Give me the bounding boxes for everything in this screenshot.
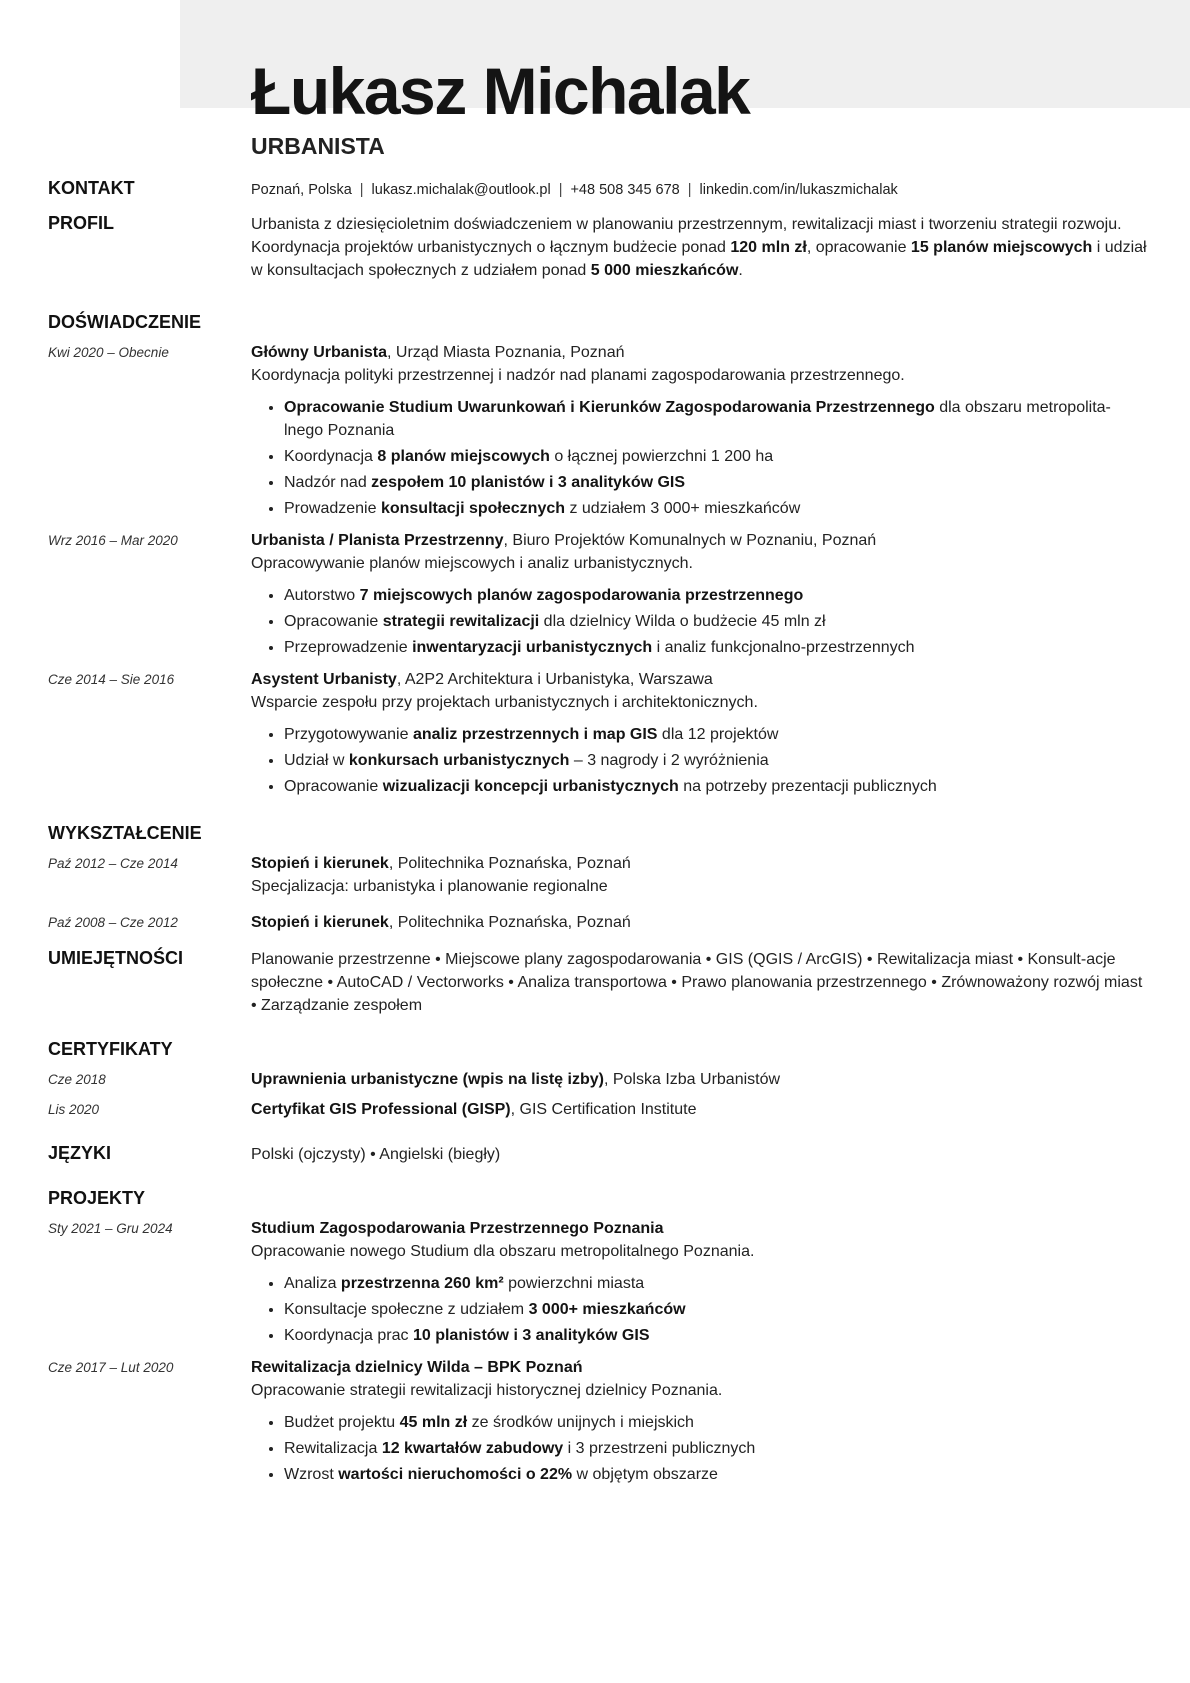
profile-highlight: 120 mln zł xyxy=(730,239,807,256)
project-bullets xyxy=(251,1411,1148,1486)
contact-email[interactable]: lukasz.michalak@outlook.pl xyxy=(371,182,551,198)
entry-title: Stopień i kierunek xyxy=(251,914,389,931)
experience-entry xyxy=(48,668,1148,801)
education-section xyxy=(48,823,1148,934)
bullet-item: • Opracowanie Studium Uwarunkowań i Kierunków Zagospodarowania Przestrzennego dla obszaru metropolita-lnego Poznania xyxy=(284,396,1148,442)
contact-line xyxy=(251,178,1148,198)
section-title-certificates: CERTYFIKATY xyxy=(48,1039,173,1059)
contact-linkedin[interactable]: linkedin.com/in/lukaszmichalak xyxy=(699,182,898,198)
certificates-section xyxy=(48,1039,1148,1121)
entry-title: Urbanista / Planista Przestrzenny xyxy=(251,532,504,549)
bullet-item: • Analiza przestrzenna 260 km² powierzchni miasta xyxy=(284,1272,1148,1295)
bullet-item: • Opracowanie strategii rewitalizacji dla dzielnicy Wilda o budżecie 45 mln zł xyxy=(284,610,1148,633)
entry-date: Lis 2020 xyxy=(48,1102,100,1117)
project-description: Opracowanie nowego Studium dla obszaru metropolitalnego Poznania. xyxy=(251,1243,755,1260)
entry-date: Cze 2017 – Lut 2020 xyxy=(48,1360,174,1375)
education-entry xyxy=(48,911,1148,934)
entry-date: Kwi 2020 – Obecnie xyxy=(48,345,169,360)
education-entry xyxy=(48,852,1148,898)
section-title-education: WYKSZTAŁCENIE xyxy=(48,823,202,843)
contact-location: Poznań, Polska xyxy=(251,182,352,198)
section-title-languages: JĘZYKI xyxy=(48,1143,112,1163)
contact-phone[interactable]: +48 508 345 678 xyxy=(570,182,680,198)
entry-date: Paź 2012 – Cze 2014 xyxy=(48,856,178,871)
entry-bullets xyxy=(251,723,1148,798)
profile-text-part: i udział w konsultacjach społecznych z udziałem ponad xyxy=(251,239,1147,279)
bullet-item: • Przeprowadzenie inwentaryzacji urbanistycznych i analiz funkcjonalno-przestrzennych xyxy=(284,636,1148,659)
entry-org: , Politechnika Poznańska, Poznań xyxy=(388,914,631,931)
profile-text xyxy=(251,213,1148,282)
bullet-item: • Koordynacja 8 planów miejscowych o łącznej powierzchni 1 200 ha xyxy=(284,445,1148,468)
entry-title: Główny Urbanista xyxy=(251,344,388,361)
contact-separator: | xyxy=(558,182,563,198)
entry-org: , Biuro Projektów Komunalnych w Poznaniu, Poznań xyxy=(503,532,877,549)
entry-description: Opracowywanie planów miejscowych i analiz urbanistycznych. xyxy=(251,555,693,572)
contact-section xyxy=(48,178,1148,199)
languages-text: Polski (ojczysty) • Angielski (biegły) xyxy=(251,1146,501,1163)
bullet-item: • Budżet projektu 45 mln zł ze środków unijnych i miejskich xyxy=(284,1411,1148,1434)
experience-entry xyxy=(48,529,1148,662)
entry-bullets xyxy=(251,396,1148,520)
entry-title: Asystent Urbanisty xyxy=(251,671,397,688)
profile-highlight: 5 000 mieszkańców xyxy=(590,262,739,279)
resume-body xyxy=(48,178,1148,1489)
projects-section xyxy=(48,1188,1148,1489)
profile-text-part: Urbanista z dziesięcioletnim doświadczeniem w planowaniu przestrzennym, rewitalizacji miast i tworzeniu strategii rozwoju. Koordynacja projektów urbanistycznych o łącznym budżecie ponad xyxy=(251,216,1122,256)
bullet-item: • Opracowanie wizualizacji koncepcji urbanistycznych na potrzeby prezentacji publicznych xyxy=(284,775,1148,798)
entry-org: , A2P2 Architektura i Urbanistyka, Warszawa xyxy=(396,671,713,688)
entry-org: , Urząd Miasta Poznania, Poznań xyxy=(387,344,625,361)
entry-date: Wrz 2016 – Mar 2020 xyxy=(48,533,178,548)
section-title-projects: PROJEKTY xyxy=(48,1188,146,1208)
entry-date: Cze 2014 – Sie 2016 xyxy=(48,672,175,687)
section-title-experience: DOŚWIADCZENIE xyxy=(48,312,201,332)
experience-section xyxy=(48,312,1148,801)
project-entry xyxy=(48,1217,1148,1350)
project-description: Opracowanie strategii rewitalizacji historycznej dzielnicy Poznania. xyxy=(251,1382,723,1399)
project-entry xyxy=(48,1356,1148,1489)
entry-title: Stopień i kierunek xyxy=(251,855,389,872)
certificate-title: Uprawnienia urbanistyczne (wpis na listę izby) xyxy=(251,1071,604,1088)
section-title-profile: PROFIL xyxy=(48,213,114,233)
profile-text-part: . xyxy=(738,262,743,279)
entry-description: Koordynacja polityki przestrzennej i nadzór nad planami zagospodarowania przestrzennego. xyxy=(251,367,905,384)
entry-org: , Politechnika Poznańska, Poznań xyxy=(388,855,631,872)
bullet-item: • Prowadzenie konsultacji społecznych z udziałem 3 000+ mieszkańców xyxy=(284,497,1148,520)
entry-bullets xyxy=(251,584,1148,659)
bullet-item: • Autorstwo 7 miejscowych planów zagospodarowania przestrzennego xyxy=(284,584,1148,607)
candidate-name: Łukasz Michalak xyxy=(251,54,750,128)
profile-section xyxy=(48,213,1148,282)
certificate-entry xyxy=(48,1068,1148,1091)
experience-entry xyxy=(48,341,1148,523)
bullet-item: • Rewitalizacja 12 kwartałów zabudowy i 3 przestrzeni publicznych xyxy=(284,1437,1148,1460)
contact-separator: | xyxy=(687,182,692,198)
entry-date: Cze 2018 xyxy=(48,1072,106,1087)
certificate-issuer: , Polska Izba Urbanistów xyxy=(603,1071,781,1088)
entry-date: Paź 2008 – Cze 2012 xyxy=(48,915,178,930)
candidate-role: URBANISTA xyxy=(251,133,385,159)
bullet-item: • Wzrost wartości nieruchomości o 22% w objętym obszarze xyxy=(284,1463,1148,1486)
profile-highlight: 15 planów miejscowych xyxy=(910,239,1093,256)
bullet-item: • Koordynacja prac 10 planistów i 3 analityków GIS xyxy=(284,1324,1148,1347)
project-title: Studium Zagospodarowania Przestrzennego Poznania xyxy=(251,1220,664,1237)
skills-text: Planowanie przestrzenne • Miejscowe plany zagospodarowania • GIS (QGIS / ArcGIS) • Rewitalizacja miast • Konsult-acje społeczne • AutoCAD / Vectorworks • Analiza transportowa • Prawo planowania przestrzennego • Zrównoważony rozwój miast • Zarządzanie zespołem xyxy=(251,951,1143,1014)
profile-text-part: , opracowanie xyxy=(806,239,911,256)
languages-section xyxy=(48,1143,1148,1166)
entry-description: Wsparcie zespołu przy projektach urbanistycznych i architektonicznych. xyxy=(251,694,758,711)
certificate-issuer: , GIS Certification Institute xyxy=(510,1101,697,1118)
section-title-contact: KONTAKT xyxy=(48,178,135,198)
entry-date: Sty 2021 – Gru 2024 xyxy=(48,1221,173,1236)
project-title: Rewitalizacja dzielnicy Wilda – BPK Poznań xyxy=(251,1359,583,1376)
bullet-item: • Przygotowywanie analiz przestrzennych i map GIS dla 12 projektów xyxy=(284,723,1148,746)
skills-section xyxy=(48,948,1148,1017)
entry-description: Specjalizacja: urbanistyka i planowanie regionalne xyxy=(251,878,608,895)
certificate-entry xyxy=(48,1098,1148,1121)
project-bullets xyxy=(251,1272,1148,1347)
certificate-title: Certyfikat GIS Professional (GISP) xyxy=(251,1101,511,1118)
bullet-item: • Konsultacje społeczne z udziałem 3 000+ mieszkańców xyxy=(284,1298,1148,1321)
section-title-skills: UMIEJĘTNOŚCI xyxy=(48,948,184,968)
bullet-item: • Nadzór nad zespołem 10 planistów i 3 analityków GIS xyxy=(284,471,1148,494)
contact-separator: | xyxy=(359,182,364,198)
bullet-item: • Udział w konkursach urbanistycznych – 3 nagrody i 2 wyróżnienia xyxy=(284,749,1148,772)
